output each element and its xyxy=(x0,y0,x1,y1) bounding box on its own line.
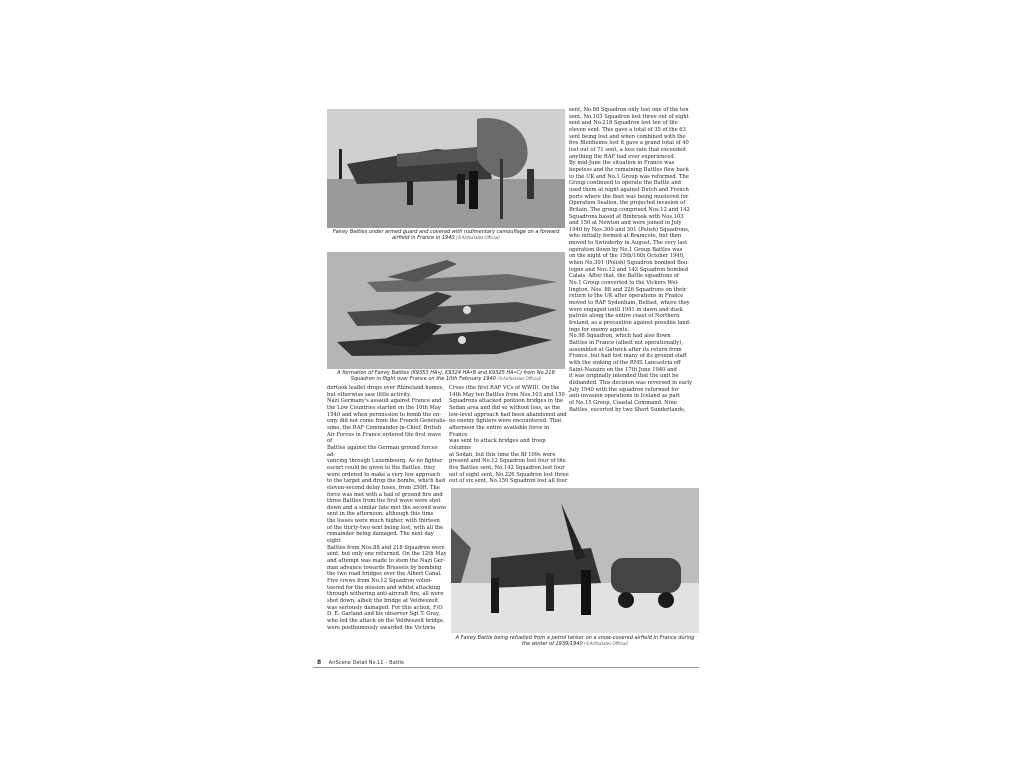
photo-2-caption-text: A formation of Fairey Battles (K9353 HA•J, K9324 HA•B and K9325 HA•C) from No.218 Squadron in flight over France on the 10th February 1940 xyxy=(337,370,555,383)
magazine-page xyxy=(313,101,699,675)
photo-2-image xyxy=(327,252,565,369)
photo-2-credit: (©Airfoxtales Official) xyxy=(497,376,542,382)
photo-battle-under-guard xyxy=(327,109,565,228)
photo-3-caption xyxy=(451,635,699,648)
text-column-middle: Cross (the first RAF VCs of WWII). On the 14th May ten Battles from Nos.103 and 150 Squadrons attacked pontoon bridges in the Sedan area and did so without loss, as the low-level approach had been abandoned and no enemy fighters were encountered. That afternoon the entire available force in France was sent to attack bridges and troop columns at Sedan, but this time the Bf 109s were present and No.12 Squadron lost four of the five Battles sent, No.142 Squadron lost four out of eight sent, No.226 Squadron lost three out of six sent, No.150 Squadron lost all four xyxy=(449,385,569,485)
photo-battle-refuelling xyxy=(451,488,699,633)
publication-title: AirScene Detail No.11 – Battle xyxy=(328,660,405,666)
photo-3-caption-text: A Fairey Battle being refuelled from a petrol tanker on a snow-covered airfield in France during the winter of 1939/1940 xyxy=(455,635,695,648)
page-number: 8 xyxy=(317,659,322,666)
photo-3-credit: (©Airfoxtales Official) xyxy=(584,641,629,647)
text-column-left: dertook leaflet drops over Rhineland homes, but otherwise saw little activity. Nazi Germany's assault against France and the Low Countries started on the 10th May 1940 and when permission to bomb the en- emy did not come from the French Generalis- simo, the RAF Commander-in-Chief, British Air Forces in France ordered the first wave of Battles against the German ground forces ad- vancing through Luxembourg. As no fighter escort could be given to the Battles, they were ordered to make a very low approach to the target and drop the bombs, which had eleven-second delay fuses, from 250ft. The force was met with a hail of ground fire and three Battles from the first wave were shot down and a similar fate met the second wave sent in the afternoon, although this time the losses were much higher, with thirteen of the thirty-two sent being lost, with all the remainder being damaged. The next day eight Battles from Nos.88 and 218 Squadron were sent, but only one returned. On the 12th May and attempt was made to stem the Nazi Ger- man advance towards Brussels by bombing the two road bridges over the Albert Canal. Five crews from No.12 Squadron volun- teered for the mission and whilst attacking through withering anti-aircraft fire, all were shot down, albeit the bridge at Veldwezelt was seriously damaged. For this action, F/O D. E. Garland and his observer Sgt T. Gray, who led the attack on the Veldwezelt bridge, were posthumously awarded the Victoria xyxy=(327,385,447,631)
photo-2-caption xyxy=(327,370,565,383)
page-footer xyxy=(317,659,404,666)
photo-1-caption xyxy=(327,229,565,242)
photo-battle-formation xyxy=(327,252,565,369)
photo-3-image xyxy=(451,488,699,633)
text-column-top-right: sent, No.88 Squadron only lost one of the ten sent, No.103 Squadron lost three out of eight sent and No.218 Squadron lost ten of the eleven sent. This gave a total of 35 of the 63 sent being lost and when combined with the five Blenheims lost it gave a grand total of 40 lost out of 71 sent, a loss rate that exceeded anything the RAF had ever experienced. By mid-June the situation in France was hopeless and the remaining Battles flew back to the UK and No.1 Group was reformed. The Group continued to operate the Battle and used them at night against Dutch and French ports where the fleet was being mustered for Operation Sealion, the projected invasion of Britain. The group comprised Nos.12 and 142 Squadrons based at Binbrook with Nos.103 and 150 at Newton and were joined in July 1940 by Nos.300 and 301 (Polish) Squadrons, who initially formed at Bramcote, but then moved to Swinderby in August. The very last operation flown by No.1 Group Battles was on the night of the 15th/16th October 1940, when No.301 (Polish) Squadron bombed Bou- logne and Nos.12 and 142 Squadron bombed Calais. After that, the Battle squadrons of No.1 Group converted to the Vickers Wel- lington. Nos. 88 and 226 Squadrons on their return to the UK after operations in France moved to RAF Sydenham, Belfast, where they were engaged until 1941 in dawn and dusk patrols along the entire coast of Northern Ireland, as a precaution against possible land- ings for enemy agents. No.98 Squadron, which had also flown Battles in France (albeit not operationally), assembled at Gatwick after its return from France, but had lost many of its ground staff with the sinking of the RMS Lancastria off Saint-Nazaire on the 17th June 1940 and it was originally intended that the unit be disbanded. This decision was reversed in early July 1940 with the squadron reformed for anti-invasion operations in Iceland as part of No.15 Group, Coastal Command. Nine Battles, escorted by two Short Sunderlands, xyxy=(569,107,693,413)
photo-1-image xyxy=(327,109,565,228)
footer-rule xyxy=(313,667,699,668)
photo-1-caption-text: Fairey Battles under armed guard and covered with rudimentary camouflage on a forward airfield in France in 1940 xyxy=(332,229,560,242)
photo-1-credit: (©Airfoxtales Official) xyxy=(456,235,500,241)
